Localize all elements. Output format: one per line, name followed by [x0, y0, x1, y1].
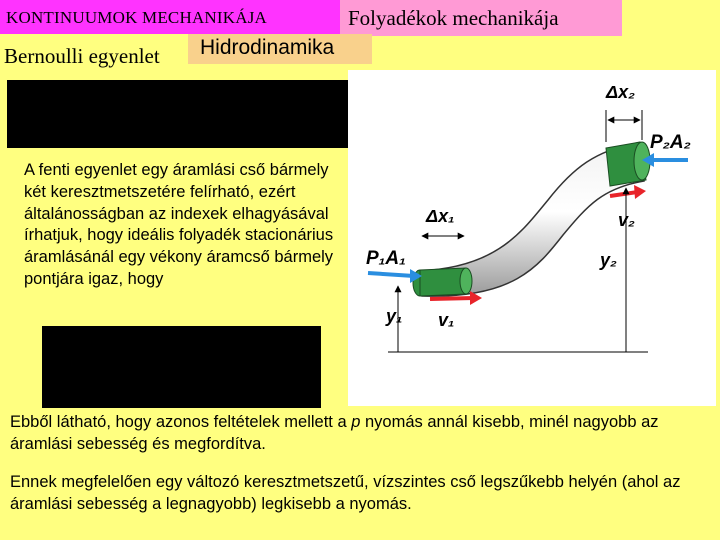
pressure-symbol: p: [351, 413, 361, 431]
chapter-title: Hidrodinamika: [200, 36, 335, 59]
force-arrow-p1a1: [368, 273, 414, 276]
paragraph-text-start: Ebből látható, hogy azonos feltételek mellett a: [10, 413, 352, 431]
label-dx2: Δx₂: [606, 82, 635, 102]
label-v1: v₁: [438, 310, 455, 330]
velocity-arrow-v1: [430, 298, 474, 299]
paragraph-general-form: A fenti egyenlet egy áramlási cső bármely két keresztmetszetére felírható, ezért általánosságban az indexek elhagyásával írhatjuk, hogy ideális folyadék stacionárius áramlásánál egy vékony áramcső bármely pontjára igaz, hogy: [24, 161, 334, 288]
section-title-bar: [340, 0, 622, 36]
bernoulli-pipe-diagram: [348, 70, 716, 406]
chapter-badge: [188, 34, 372, 64]
label-y1: y₁: [386, 306, 403, 326]
paragraph-text-end: nyomás annál kisebb, minél nagyobb az áramlási sebesség és megfordítva.: [10, 413, 659, 453]
label-dx1: Δx₁: [426, 206, 455, 226]
paragraph-narrowest-point: Ennek megfelelően egy változó keresztmetszetű, vízszintes cső legszűkebb helyén (ahol az áramlási sebesség a legnagyobb) legkisebb a nyomás.: [10, 473, 681, 513]
equation-image-2: [42, 326, 321, 408]
label-y2: y₂: [600, 250, 617, 270]
velocity-arrow-v2: [610, 192, 638, 196]
course-title-bar: [0, 0, 340, 34]
topic-title: Bernoulli egyenlet: [4, 44, 160, 68]
course-title: KONTINUUMOK MECHANIKÁJA: [6, 8, 268, 27]
paragraph-pressure-velocity: [10, 411, 710, 455]
pipe-diagram-svg: [348, 70, 716, 406]
fluid-section-left-front: [460, 268, 472, 294]
equation-image-1: [7, 80, 349, 148]
section-title: Folyadékok mechanikája: [348, 6, 559, 30]
label-p2a2: P₂A₂: [650, 132, 691, 153]
label-p1a1: P₁A₁: [366, 248, 406, 269]
fluid-section-left: [420, 268, 466, 296]
label-v2: v₂: [618, 210, 635, 230]
